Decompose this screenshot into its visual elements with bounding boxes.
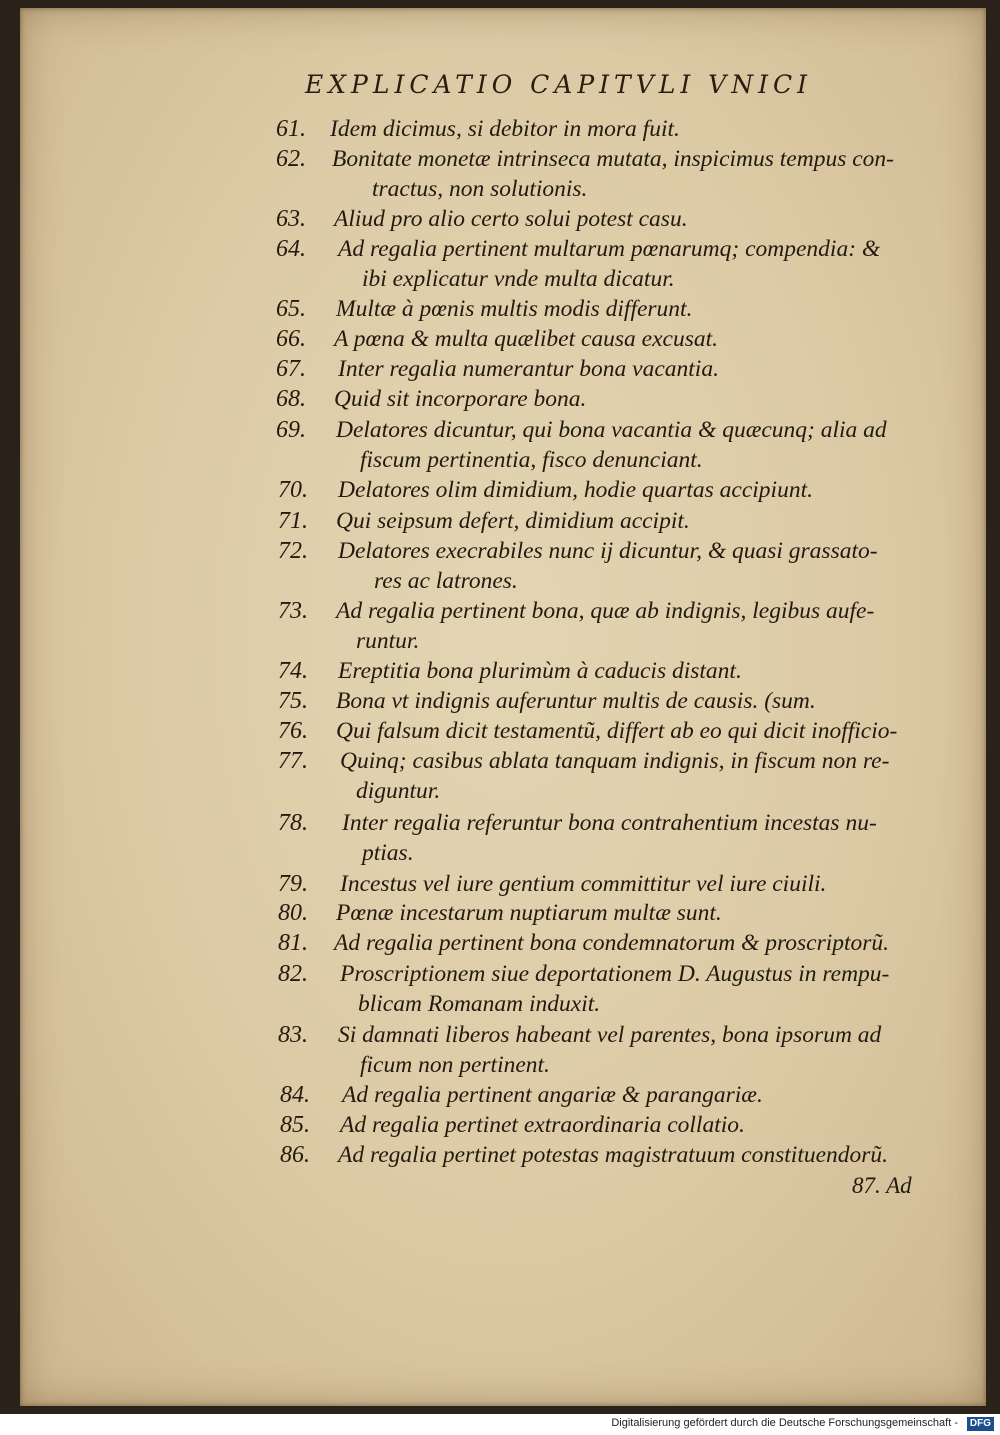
- entry-number: 62.: [276, 146, 306, 172]
- entry-number: 71.: [278, 508, 308, 534]
- entry-number: 82.: [278, 961, 308, 987]
- entry-number: 72.: [278, 538, 308, 564]
- dfg-logo: DFG: [967, 1417, 994, 1431]
- entry-text-line: Qui falsum dicit testamentũ, differt ab eo qui dicit inofficio-: [336, 718, 898, 744]
- entry-number: 74.: [278, 658, 308, 684]
- entry-text-line: Pœnæ incestarum nuptiarum multæ sunt.: [336, 900, 722, 926]
- entry-text-line: Delatores execrabiles nunc ij dicuntur, & quasi grassato-: [338, 538, 878, 564]
- entry-text-line: diguntur.: [356, 778, 441, 804]
- entry-text-line: Proscriptionem siue deportationem D. Augustus in rempu-: [340, 961, 890, 987]
- entry-number: 63.: [276, 206, 306, 232]
- entry-text-line: Qui seipsum defert, dimidium accipit.: [336, 508, 690, 534]
- entry-number: 75.: [278, 688, 308, 714]
- entry-number: 84.: [280, 1082, 310, 1108]
- entry-text-line: Inter regalia numerantur bona vacantia.: [338, 356, 719, 382]
- entry-text-line: Inter regalia referuntur bona contrahentium incestas nu-: [342, 810, 877, 836]
- running-title: EXPLICATIO CAPITVLI VNICI: [305, 70, 812, 99]
- entry-number: 67.: [276, 356, 306, 382]
- entry-text-line: A pœna & multa quælibet causa excusat.: [334, 326, 719, 352]
- funding-credit: Digitalisierung gefördert durch die Deutsche Forschungsgemeinschaft -: [611, 1417, 958, 1429]
- entry-text-line: fiscum pertinentia, fisco denunciant.: [360, 447, 703, 473]
- entry-text-line: tractus, non solutionis.: [372, 176, 588, 202]
- catchword: 87. Ad: [852, 1173, 912, 1198]
- entry-number: 80.: [278, 900, 308, 926]
- entry-text-line: Multæ à pœnis multis modis differunt.: [336, 296, 693, 322]
- entry-text-line: Ad regalia pertinent multarum pœnarumq; compendia: &: [338, 236, 881, 262]
- entry-text-line: Quinq; casibus ablata tanquam indignis, in fiscum non re-: [340, 748, 890, 774]
- footer-bar: [0, 1414, 1000, 1435]
- entry-text-line: ibi explicatur vnde multa dicatur.: [362, 266, 675, 292]
- entry-number: 68.: [276, 386, 306, 412]
- entry-number: 64.: [276, 236, 306, 262]
- entry-text-line: Si damnati liberos habeant vel parentes, bona ipsorum ad: [338, 1022, 882, 1048]
- entry-number: 73.: [278, 598, 308, 624]
- entry-number: 86.: [280, 1142, 310, 1168]
- entry-text-line: Ad regalia pertinent bona, quæ ab indignis, legibus aufe-: [336, 598, 875, 624]
- entry-text-line: Idem dicimus, si debitor in mora fuit.: [330, 116, 680, 142]
- entry-text-line: Ad regalia pertinent bona condemnatorum & proscriptorũ.: [334, 930, 890, 956]
- entry-number: 70.: [278, 477, 308, 503]
- entry-number: 66.: [276, 326, 306, 352]
- entry-text-line: Bona vt indignis auferuntur multis de causis. (sum.: [336, 688, 816, 714]
- entry-number: 81.: [278, 930, 308, 956]
- entry-text-line: Ereptitia bona plurimùm à caducis distant.: [338, 658, 742, 684]
- entry-text-line: ptias.: [362, 840, 414, 866]
- entry-text-line: Delatores dicuntur, qui bona vacantia & quæcunq; alia ad: [336, 417, 887, 443]
- entry-text-line: runtur.: [356, 628, 420, 654]
- entry-number: 85.: [280, 1112, 310, 1138]
- entry-text-line: Incestus vel iure gentium committitur vel iure ciuili.: [340, 871, 827, 897]
- entry-text-line: Bonitate monetæ intrinseca mutata, inspicimus tempus con-: [332, 146, 894, 172]
- entry-text-line: Ad regalia pertinet potestas magistratuum constituendorũ.: [338, 1142, 889, 1168]
- entry-number: 83.: [278, 1022, 308, 1048]
- entry-text-line: Quid sit incorporare bona.: [334, 386, 587, 412]
- entry-number: 77.: [278, 748, 308, 774]
- entry-number: 69.: [276, 417, 306, 443]
- entry-text-line: Aliud pro alio certo solui potest casu.: [334, 206, 688, 232]
- entry-number: 76.: [278, 718, 308, 744]
- entry-number: 79.: [278, 871, 308, 897]
- entry-text-line: Ad regalia pertinet extraordinaria collatio.: [340, 1112, 745, 1138]
- entry-text-line: Delatores olim dimidium, hodie quartas accipiunt.: [338, 477, 813, 503]
- entry-number: 65.: [276, 296, 306, 322]
- entry-number: 61.: [276, 116, 306, 142]
- entry-text-line: Ad regalia pertinent angariæ & parangariæ.: [342, 1082, 763, 1108]
- entry-text-line: res ac latrones.: [374, 568, 518, 594]
- entry-number: 78.: [278, 810, 308, 836]
- entry-text-line: blicam Romanam induxit.: [358, 991, 601, 1017]
- entry-text-line: ficum non pertinent.: [360, 1052, 550, 1078]
